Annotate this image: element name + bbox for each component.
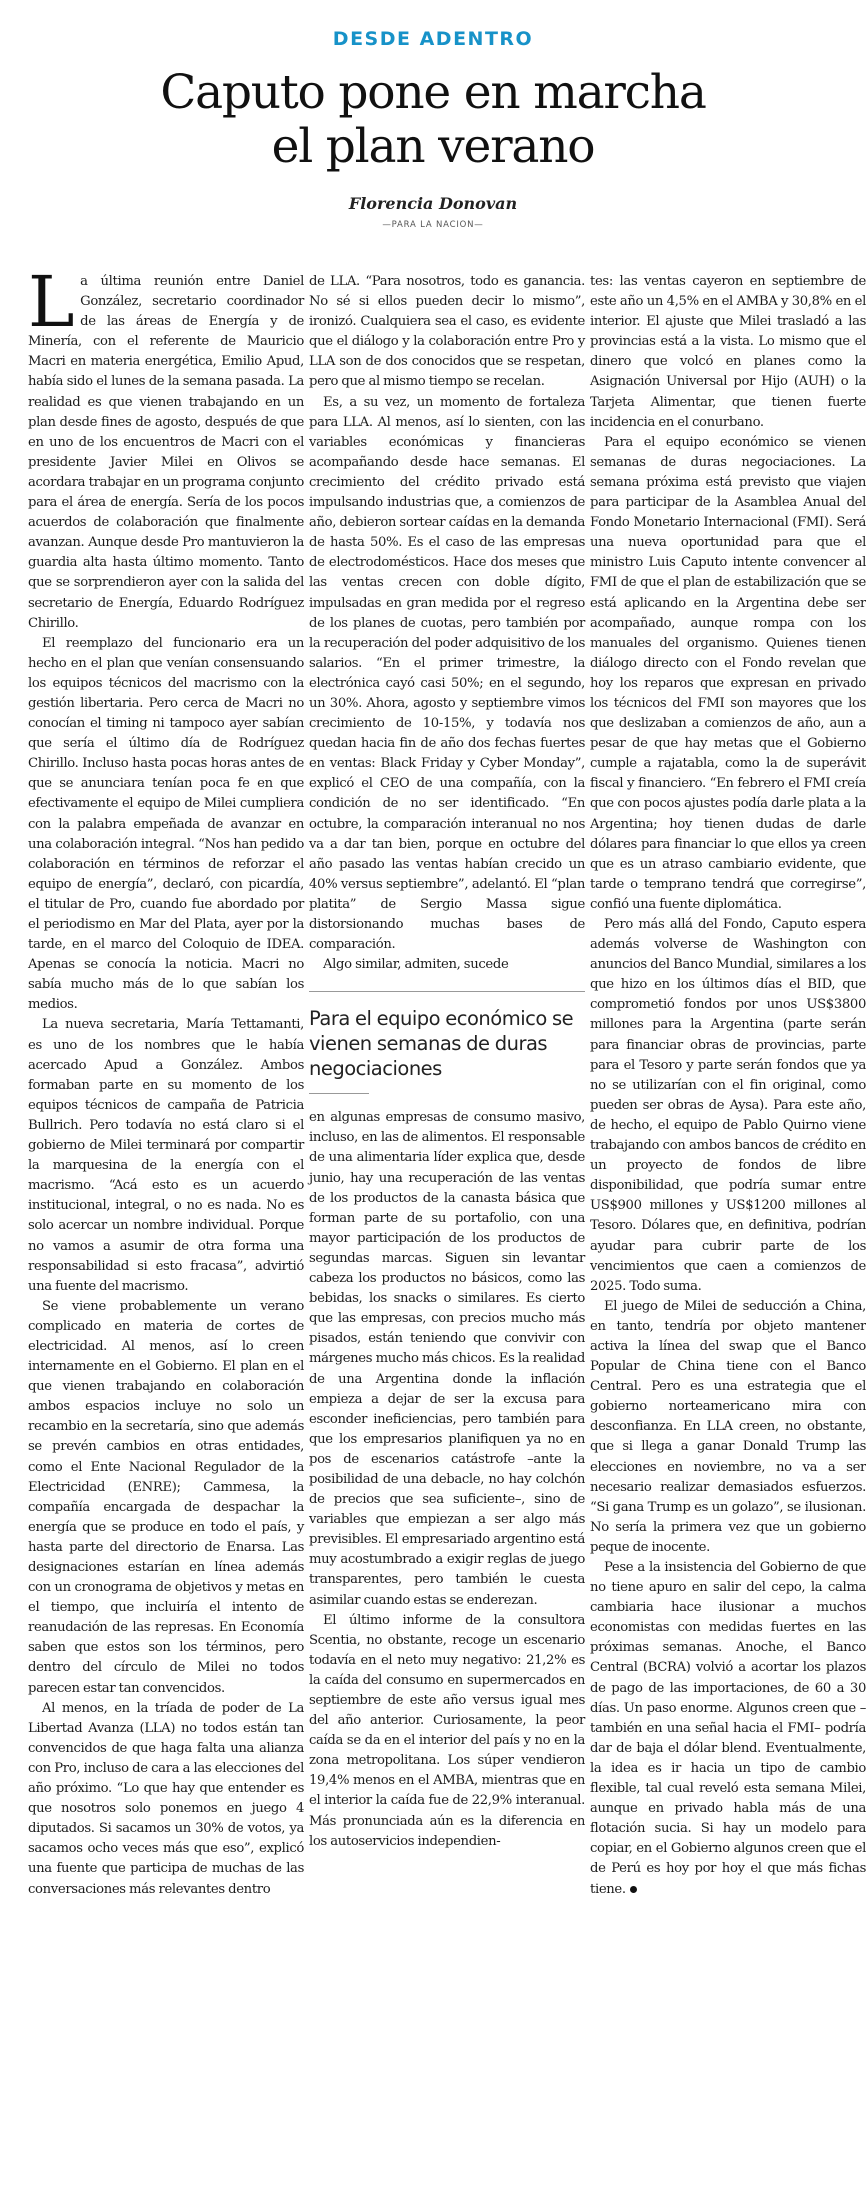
pull-quote [309, 991, 585, 1094]
paragraph: Pero más allá del Fondo, Caputo espera además volverse de Washington con anuncios del Banco Mundial, similares a los que hizo en los últimos días el BID, que comprometió fondos por unos US$3800 millones para la Argentina (parte serán para financiar obras de provincias, parte para el Tesoro y parte serán fondos que ya no se utilizarían con el fin original, como pueden ser obras de Aysa). Para este año, de hecho, el equipo de Pablo Quirno viene trabajando con ambos bancos de crédito en un proyecto de fondos de libre disponibilidad, que podría sumar entre US$900 millones y US$1200 millones al Tesoro. Dólares que, en definitiva, podrían ayudar para cubrir parte de los vencimientos que caen a comienzos de 2025. Todo suma. [590, 917, 866, 1294]
author-name: Florencia Donovan [348, 194, 518, 213]
paragraph: La nueva secretaria, María Tettamanti, es uno de los nombres que le había acercado Apud a González. Ambos formaban parte en su momento de los equipos técnicos de campaña de Patricia Bullrich. Pero todavía no está claro si el gobierno de Milei terminará por compartir la marquesina de la energía con el macrismo. “Acá esto es un acuerdo institucional, integral, o no es nada. No es solo acercar un nombre individual. Porque no vamos a asumir de otra forma una responsabilidad si esto fracasa”, advirtió una fuente del macrismo. [28, 1017, 304, 1294]
pull-quote-text: Para el equipo económico se vienen semanas de duras negociaciones [309, 1007, 574, 1081]
paragraph: El último informe de la consultora Scentia, no obstante, recoge un escenario todavía en el neto muy negativo: 21,2% es la caída del consumo en supermercados en septiembre de este año versus igual mes del año anterior. Curiosamente, la peor caída se da en el interior del país y no en la zona metropolitana. Los súper vendieron 19,4% menos en el AMBA, mientras que en el interior la caída fue de 22,9% interanual. Más pronunciada aún es la diferencia en los autoservicios independien- [309, 1612, 585, 1849]
paragraph: Para el equipo económico se vienen semanas de duras negociaciones. La semana próxima está previsto que viajen para participar de la Asamblea Anual del Fondo Monetario Internacional (FMI). Será una nueva oportunidad para que el ministro Luis Caputo intente convencer al FMI de que el plan de estabilización que se está aplicando en la Argentina debe ser acompañado, aunque rompa con los manuales del organismo. Quienes tienen diálogo directo con el Fondo revelan que hoy los reparos que expresan en privado los técnicos del FMI son mayores que los que deslizaban a comienzos de año, aun a pesar de que hay metas que el Gobierno cumple a rajatabla, como la de superávit fiscal y financiero. “En febrero el FMI creía que con pocos ajustes podía darle plata a la Argentina; hoy tienen dudas de darle dólares para financiar lo que ellos ya creen que es un atraso cambiario evidente, que tarde o temprano tendrá que corregirse”, confió una fuente diplomática. [590, 434, 866, 912]
headline [0, 66, 866, 174]
paragraph: Al menos, en la tríada de poder de La Libertad Avanza (LLA) no todos están tan convencidos de que haga falta una alianza con Pro, incluso de cara a las elecciones del año próximo. “Lo que hay que entender es que nosotros solo ponemos en juego 4 diputados. Si sacamos un 30% de votos, ya sacamos ocho veces más que eso”, explicó una fuente que participa de muchas de las conversaciones más relevantes dentro [28, 1700, 304, 1897]
pull-quote-rule [309, 1093, 369, 1094]
drop-cap: L [28, 261, 75, 343]
article-column-1 [28, 261, 304, 1900]
author-affiliation: —PARA LA NACION— [382, 220, 484, 230]
paragraph-text: Pese a la insistencia del Gobierno de que no tiene apuro en salir del cepo, la calma cambiaria hace ilusionar a muchos economistas con medidas fuertes en las próximas semanas. Anoche, el Banco Central (BCRA) volvió a acortar los plazos de pago de las importaciones, de 60 a 30 días. Un paso enorme. Algunos creen que –también en una señal hacia el FMI– podría dar de baja el dólar blend. Eventualmente, la idea es ir hacia un tipo de cambio flexible, tal cual reveló esta semana Milei, aunque en privado habla más de una flotación sucia. Si hay un modelo para copiar, en el Gobierno algunos creen que el de Perú es hoy por hoy el que más fichas tiene. [590, 1560, 866, 1897]
article-column-3 [590, 272, 866, 1900]
paragraph: en algunas empresas de consumo masivo, incluso, en las de alimentos. El responsable de una alimentaria líder explica que, desde junio, hay una recuperación de las ventas de los productos de la canasta básica que forman parte de su portafolio, con una mayor participación de los productos de segundas marcas. Siguen sin levantar cabeza los productos no básicos, como las bebidas, los snacks o similares. Es cierto que las empresas, con precios mucho más pisados, están teniendo que convivir con márgenes mucho más chicos. Es la realidad de una Argentina donde la inflación empieza a dejar de ser la excusa para esconder ineficiencias, pero también para que los empresarios planifiquen ya no en pos de escenarios catástrofe –ante la posibilidad de una debacle, no hay colchón de precios que sea suficiente–, sino de variables que empiezan a ser algo más previsibles. El empresariado argentino está muy acostumbrado a exigir reglas de juego transparentes, pero también le cuesta asimilar cuando estas se enderezan. [309, 1110, 585, 1608]
headline-line-2: el plan verano [271, 119, 595, 174]
paragraph: Se viene probablemente un verano complicado en materia de cortes de electricidad. Al menos, así lo creen internamente en el Gobierno. El plan en el que vienen trabajando en colaboración ambos espacios incluye no solo un recambio en la secretaría, sino que además se prevén cambios en otras entidades, como el Ente Nacional Regulador de la Electricidad (ENRE); Cammesa, la compañía encargada de despachar la energía que se produce en todo el país, y hasta parte del directorio de Enarsa. Las designaciones estarían en línea además con un cronograma de objetivos y metas en el tiempo, que incluiría el intento de reanudación de las represas. En Economía saben que estos son los términos, pero dentro del círculo de Milei no todos parecen estar tan convencidos. [28, 1298, 304, 1696]
paragraph [28, 261, 304, 634]
paragraph: El reemplazo del funcionario era un hecho en el plan que venían consensuando los equipos técnicos del macrismo con la gestión libertaria. Pero cerca de Macri no conocían el timing ni tampoco ayer sabían que sería el último día de Rodríguez Chirillo. Incluso hasta pocas horas antes de que se anunciara tenían poca fe en que efectivamente el equipo de Milei cumpliera con la palabra empeñada de avanzar en una colaboración integral. “Nos han pedido colaboración en términos de reforzar el equipo de energía”, declaró, con picardía, el titular de Pro, cuando fue abordado por el periodismo en Mar del Plata, ayer por la tarde, en el marco del Coloquio de IDEA. Apenas se conocía la noticia. Macri no sabía mucho más de lo que sabían los medios. [28, 635, 304, 1013]
paragraph-text: a última reunión entre Daniel González, secretario coordinador de las áreas de Energía y de Minería, con el referente de Mauricio Macri en materia energética, Emilio Apud, había sido el lunes de la semana pasada. La realidad es que vienen trabajando en un plan desde fines de agosto, después de que en uno de los encuentros de Macri con el presidente Javier Milei en Olivos se acordara trabajar en un programa conjunto para el área de energía. Sería de los pocos acuerdos de colaboración que finalmente avanzan. Aunque desde Pro mantuvieron la guardia alta hasta último momento. Tanto que se sorprendieron ayer con la salida del secretario de Energía, Eduardo Rodríguez Chirillo. [28, 274, 304, 631]
paragraph: tes: las ventas cayeron en septiembre de este año un 4,5% en el AMBA y 30,8% en el interior. El ajuste que Milei trasladó a las provincias está a la vista. Lo mismo que el dinero que volcó en planes como la Asignación Universal por Hijo (AUH) o la Tarjeta Alimentar, que tienen fuerte incidencia en el conurbano. [590, 274, 866, 430]
paragraph: de LLA. “Para nosotros, todo es ganancia. No sé si ellos pueden decir lo mismo”, ironizó. Cualquiera sea el caso, es evidente que el diálogo y la colaboración entre Pro y LLA son de dos conocidos que se respetan, pero que al mismo tiempo se recelan. [309, 274, 585, 390]
end-mark-icon [630, 1886, 637, 1893]
section-kicker: DESDE ADENTRO [332, 28, 534, 50]
paragraph: Algo similar, admiten, sucede [323, 957, 509, 973]
paragraph: Es, a su vez, un momento de fortaleza para LLA. Al menos, así lo sienten, con las variables económicas y financieras acompañando desde hace semanas. El crecimiento del crédito privado está impulsando industrias que, a comienzos de año, debieron sortear caídas en la demanda de hasta 50%. Es el caso de las empresas de electrodomésticos. Hace dos meses que las ventas crecen con doble dígito, impulsadas en gran medida por el regreso de los planes de cuotas, pero también por la recuperación del poder adquisitivo de los salarios. “En el primer trimestre, la electrónica cayó casi 50%; en el segundo, un 30%. Ahora, agosto y septiembre vimos crecimiento de 10-15%, y todavía nos quedan hacia fin de año dos fechas fuertes en ventas: Black Friday y Cyber Monday”, explicó el CEO de una compañía, con la condición de no ser identificado. “En octubre, la comparación interanual no nos va a dar tan bien, porque en octubre del año pasado las ventas habían crecido un 40% versus septiembre”, adelantó. El “plan platita” de Sergio Massa sigue distorsionando muchas bases de comparación. [309, 394, 585, 953]
paragraph: El juego de Milei de seducción a China, en tanto, tendría por objeto mantener activa la línea del swap que el Banco Popular de China tiene con el Banco Central. Pero es una estrategia que el gobierno norteamericano mira con desconfianza. En LLA creen, no obstante, que si llega a ganar Donald Trump las elecciones en noviembre, no va a ser necesario realizar demasiados esfuerzos. “Si gana Trump es un golazo”, se ilusionan. No sería la primera vez que un gobierno peque de inocente. [590, 1298, 866, 1555]
headline-line-1: Caputo pone en marcha [160, 65, 706, 120]
paragraph [590, 1558, 866, 1900]
article-column-2 [309, 272, 585, 1852]
